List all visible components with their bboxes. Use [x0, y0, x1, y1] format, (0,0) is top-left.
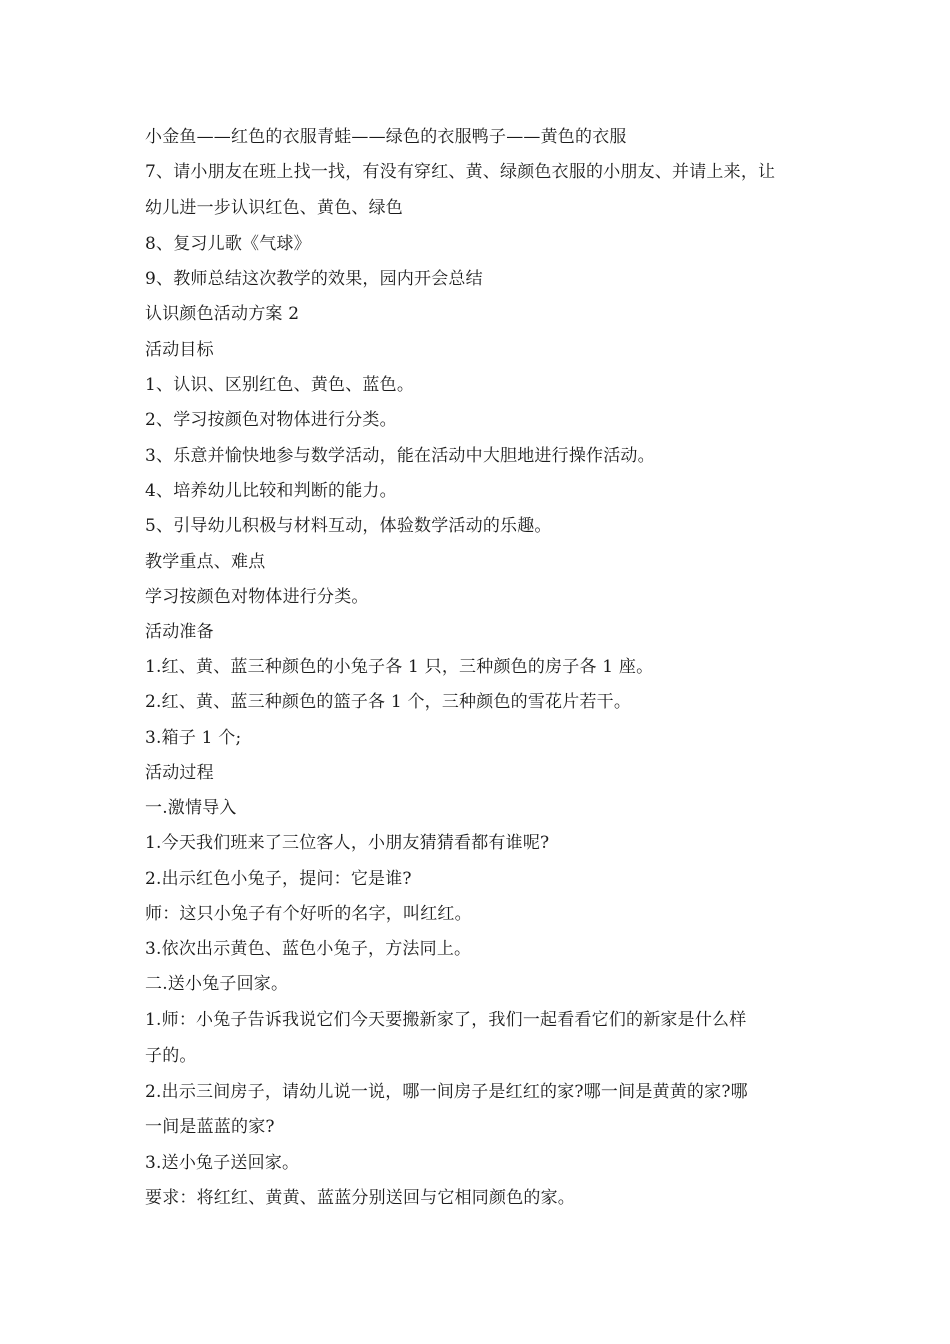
section-heading: 教学重点、难点: [145, 552, 266, 572]
text-line: 2.出示三间房子，请幼儿说一说，哪一间房子是红红的家?哪一间是黄黄的家?哪: [145, 1082, 748, 1102]
text-line: 一间是蓝蓝的家?: [145, 1117, 275, 1137]
text-line: 1.红、黄、蓝三种颜色的小兔子各 1 只，三种颜色的房子各 1 座。: [145, 657, 654, 677]
text-line: 2、学习按颜色对物体进行分类。: [145, 410, 397, 430]
text-line: 5、引导幼儿积极与材料互动，体验数学活动的乐趣。: [145, 516, 552, 536]
text-line: 幼儿进一步认识红色、黄色、绿色: [145, 198, 403, 218]
text-line: 学习按颜色对物体进行分类。: [145, 587, 369, 607]
subsection-heading: 二.送小兔子回家。: [145, 974, 289, 994]
text-line: 2.红、黄、蓝三种颜色的篮子各 1 个，三种颜色的雪花片若干。: [145, 692, 632, 712]
text-line: 3.送小兔子送回家。: [145, 1153, 300, 1173]
text-line: 要求：将红红、黄黄、蓝蓝分别送回与它相同颜色的家。: [145, 1188, 575, 1208]
text-line: 师：这只小兔子有个好听的名字，叫红红。: [145, 904, 472, 924]
text-line: 小金鱼——红色的衣服青蛙——绿色的衣服鸭子——黄色的衣服: [145, 127, 627, 147]
text-line: 7、请小朋友在班上找一找，有没有穿红、黄、绿颜色衣服的小朋友、并请上来，让: [145, 162, 776, 182]
text-line: 2.出示红色小兔子，提问：它是谁?: [145, 869, 412, 889]
section-heading: 活动过程: [145, 763, 214, 783]
text-line: 3.依次出示黄色、蓝色小兔子，方法同上。: [145, 939, 472, 959]
subsection-heading: 一.激情导入: [145, 798, 237, 818]
text-line: 9、教师总结这次教学的效果，园内开会总结: [145, 269, 483, 289]
section-heading: 活动目标: [145, 340, 214, 360]
text-line: 1、认识、区别红色、黄色、蓝色。: [145, 375, 415, 395]
text-line: 1.师：小兔子告诉我说它们今天要搬新家了，我们一起看看它们的新家是什么样: [145, 1010, 747, 1030]
section-title: 认识颜色活动方案 2: [145, 304, 300, 324]
text-line: 3、乐意并愉快地参与数学活动，能在活动中大胆地进行操作活动。: [145, 446, 655, 466]
text-line: 4、培养幼儿比较和判断的能力。: [145, 481, 397, 501]
section-heading: 活动准备: [145, 622, 214, 642]
text-line: 8、复习儿歌《气球》: [145, 234, 311, 254]
text-line: 1.今天我们班来了三位客人，小朋友猜猜看都有谁呢?: [145, 833, 550, 853]
text-line: 子的。: [145, 1046, 197, 1066]
text-line: 3.箱子 1 个;: [145, 728, 242, 748]
